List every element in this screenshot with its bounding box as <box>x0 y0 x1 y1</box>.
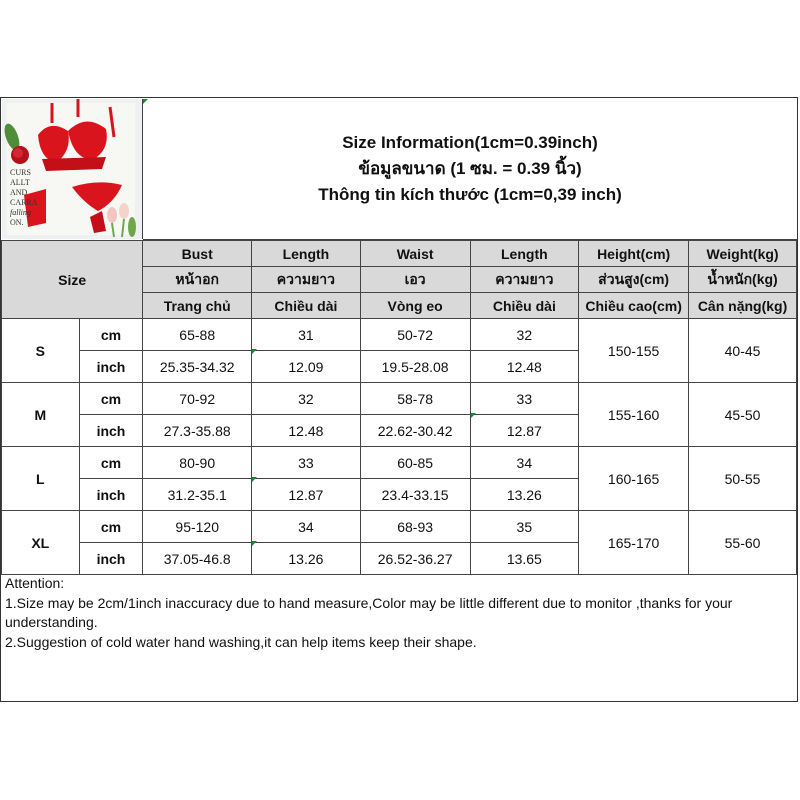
size-chart <box>0 97 798 702</box>
cell-length-cm: 33 <box>252 447 361 479</box>
cell-length2-cm: 33 <box>470 383 579 415</box>
cell-waist-inch: 19.5-28.08 <box>360 351 470 383</box>
col-header-bust: Bust <box>143 241 252 267</box>
corner-marker <box>252 349 257 354</box>
cell-bust-inch: 37.05-46.8 <box>143 543 252 575</box>
header-title-thai: ข้อมูลขนาด (1 ซม. = 0.39 นิ้ว) <box>358 159 582 178</box>
corner-marker <box>143 99 148 104</box>
col-header-bust-thai: หน้าอก <box>143 267 252 293</box>
cell-waist-inch: 22.62-30.42 <box>360 415 470 447</box>
col-header-waist-vi: Vòng eo <box>360 293 470 319</box>
cell-length-inch: 12.48 <box>252 415 361 447</box>
col-header-bust-vi: Trang chủ <box>143 293 252 319</box>
col-header-height-thai: ส่วนสูง(cm) <box>579 267 689 293</box>
col-header-waist: Waist <box>360 241 470 267</box>
cell-waist-cm: 68-93 <box>360 511 470 543</box>
cell-length2-cm: 32 <box>470 319 579 351</box>
col-header-height-vi: Chiều cao(cm) <box>579 293 689 319</box>
corner-marker <box>471 413 476 418</box>
col-header-length-vi: Chiều dài <box>470 293 579 319</box>
cell-waist-cm: 58-78 <box>360 383 470 415</box>
photo-text: CURS <box>10 168 31 177</box>
cell-length2-inch: 12.48 <box>470 351 579 383</box>
size-row-label: M <box>2 383 80 447</box>
cell-bust-inch: 27.3-35.88 <box>143 415 252 447</box>
product-photo <box>2 99 143 239</box>
corner-marker <box>252 477 257 482</box>
unit-cm: cm <box>79 447 143 479</box>
col-header-length: Length <box>252 241 361 267</box>
unit-cm: cm <box>79 383 143 415</box>
photo-text: falling <box>10 208 31 217</box>
col-header-waist-thai: เอว <box>360 267 470 293</box>
cell-length-inch: 12.09 <box>252 351 361 383</box>
size-row-label: L <box>2 447 80 511</box>
size-info-header <box>143 99 797 240</box>
size-row-label: S <box>2 319 80 383</box>
cell-height: 155-160 <box>579 383 689 447</box>
cell-length-inch: 12.87 <box>252 479 361 511</box>
cell-height: 160-165 <box>579 447 689 511</box>
col-header-weight: Weight(kg) <box>689 241 797 267</box>
cell-weight: 50-55 <box>689 447 797 511</box>
cell-length2-inch: 13.26 <box>470 479 579 511</box>
cell-waist-inch: 23.4-33.15 <box>360 479 470 511</box>
attention-note-2: 2.Suggestion of cold water hand washing,it can help items keep their shape. <box>5 633 477 650</box>
photo-text: AND <box>10 188 28 197</box>
header-title-vietnamese: Thông tin kích thước (1cm=0,39 inch) <box>318 185 622 204</box>
cell-length-cm: 32 <box>252 383 361 415</box>
cell-bust-cm: 65-88 <box>143 319 252 351</box>
cell-waist-cm: 50-72 <box>360 319 470 351</box>
unit-inch: inch <box>79 479 143 511</box>
col-header-weight-thai: น้ำหนัก(kg) <box>689 267 797 293</box>
cell-bust-inch: 25.35-34.32 <box>143 351 252 383</box>
cell-length2-cm: 35 <box>470 511 579 543</box>
photo-text: CARRA <box>10 198 38 207</box>
attention-note-1: 1.Size may be 2cm/1inch inaccuracy due to hand measure,Color may be little different due to monitor ,thanks for your understanding. <box>5 594 733 630</box>
attention-notes <box>5 574 795 652</box>
cell-length2-cm: 34 <box>470 447 579 479</box>
col-header-length-thai: ความยาว <box>252 267 361 293</box>
cell-bust-inch: 31.2-35.1 <box>143 479 252 511</box>
unit-cm: cm <box>79 319 143 351</box>
col-header-weight-vi: Cân nặng(kg) <box>689 293 797 319</box>
photo-text: ON. <box>10 218 24 227</box>
size-table <box>1 240 797 575</box>
unit-cm: cm <box>79 511 143 543</box>
cell-bust-cm: 95-120 <box>143 511 252 543</box>
col-header-length: Length <box>470 241 579 267</box>
cell-weight: 40-45 <box>689 319 797 383</box>
col-header-height: Height(cm) <box>579 241 689 267</box>
product-image <box>2 99 142 239</box>
cell-length-cm: 34 <box>252 511 361 543</box>
cell-length-inch: 13.26 <box>252 543 361 575</box>
cell-length2-inch: 13.65 <box>470 543 579 575</box>
cell-waist-inch: 26.52-36.27 <box>360 543 470 575</box>
col-header-length-vi: Chiều dài <box>252 293 361 319</box>
unit-inch: inch <box>79 351 143 383</box>
col-header-length-thai: ความยาว <box>470 267 579 293</box>
cell-height: 150-155 <box>579 319 689 383</box>
cell-length2-inch: 12.87 <box>470 415 579 447</box>
cell-bust-cm: 80-90 <box>143 447 252 479</box>
size-row-label: XL <box>2 511 80 575</box>
cell-weight: 55-60 <box>689 511 797 575</box>
attention-title: Attention: <box>5 575 65 591</box>
cell-weight: 45-50 <box>689 383 797 447</box>
photo-text: ALLT <box>10 178 30 187</box>
cell-length-cm: 31 <box>252 319 361 351</box>
corner-marker <box>252 541 257 546</box>
unit-inch: inch <box>79 415 143 447</box>
unit-inch: inch <box>79 543 143 575</box>
cell-waist-cm: 60-85 <box>360 447 470 479</box>
cell-height: 165-170 <box>579 511 689 575</box>
cell-bust-cm: 70-92 <box>143 383 252 415</box>
size-label: Size <box>2 241 143 319</box>
header-title-english: Size Information(1cm=0.39inch) <box>342 133 598 152</box>
